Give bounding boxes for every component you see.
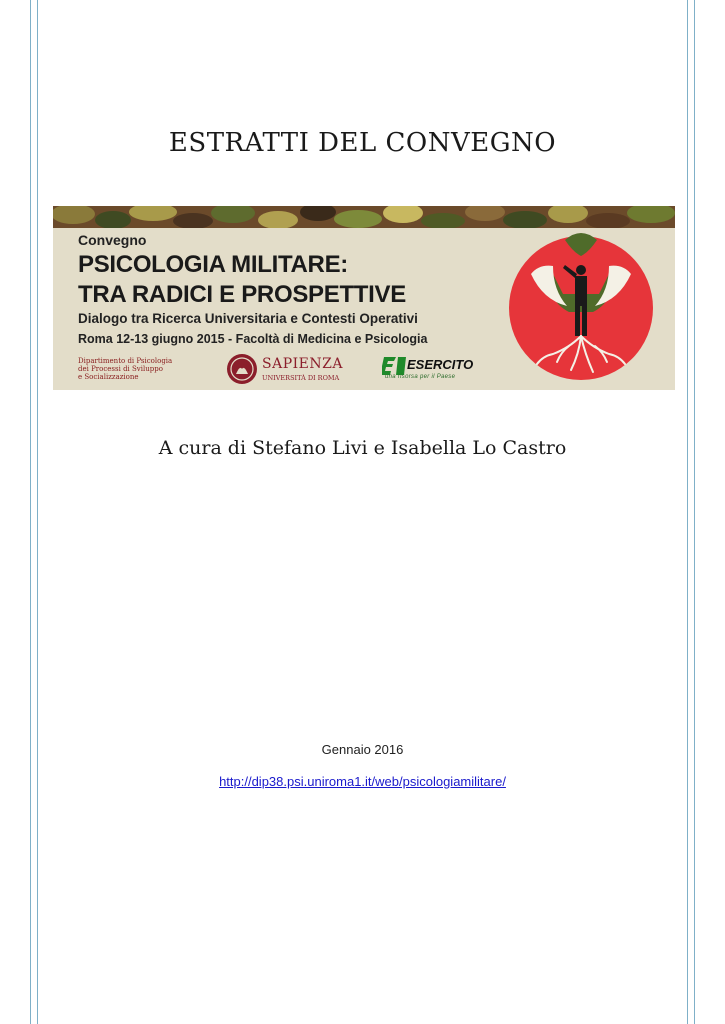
sapienza-subtitle: UNIVERSITÀ DI ROMA bbox=[262, 374, 340, 382]
department-line: Dipartimento di Psicologia bbox=[78, 357, 173, 365]
esercito-tagline: una risorsa per il Paese bbox=[385, 374, 456, 380]
esercito-logo-icon bbox=[382, 357, 406, 375]
psi-soldier-emblem-icon bbox=[509, 230, 653, 386]
sapienza-name: SAPIENZA bbox=[262, 356, 343, 372]
banner-heading-line2: TRA RADICI E PROSPETTIVE bbox=[78, 281, 406, 308]
department-line: e Socializzazione bbox=[78, 373, 139, 381]
banner-label: Convegno bbox=[78, 232, 147, 248]
esercito-name: ESERCITO bbox=[407, 357, 474, 372]
curators-line: A cura di Stefano Livi e Isabella Lo Castro bbox=[158, 437, 567, 459]
banner-date-location: Roma 12-13 giugno 2015 - Facoltà di Medicina e Psicologia bbox=[78, 332, 428, 346]
banner-heading-line1: PSICOLOGIA MILITARE: bbox=[78, 251, 348, 278]
publication-date: Gennaio 2016 bbox=[321, 742, 404, 757]
department-name bbox=[78, 357, 172, 381]
banner-subtitle: Dialogo tra Ricerca Universitaria e Contesti Operativi bbox=[78, 311, 418, 326]
camouflage-strip bbox=[53, 206, 675, 228]
conference-banner bbox=[53, 206, 675, 390]
document-title: ESTRATTI DEL CONVEGNO bbox=[168, 128, 557, 158]
sapienza-seal-icon bbox=[226, 352, 258, 386]
website-link[interactable]: http://dip38.psi.uniroma1.it/web/psicologiamilitare/ bbox=[219, 774, 506, 789]
department-line: dei Processi di Sviluppo bbox=[78, 365, 163, 373]
